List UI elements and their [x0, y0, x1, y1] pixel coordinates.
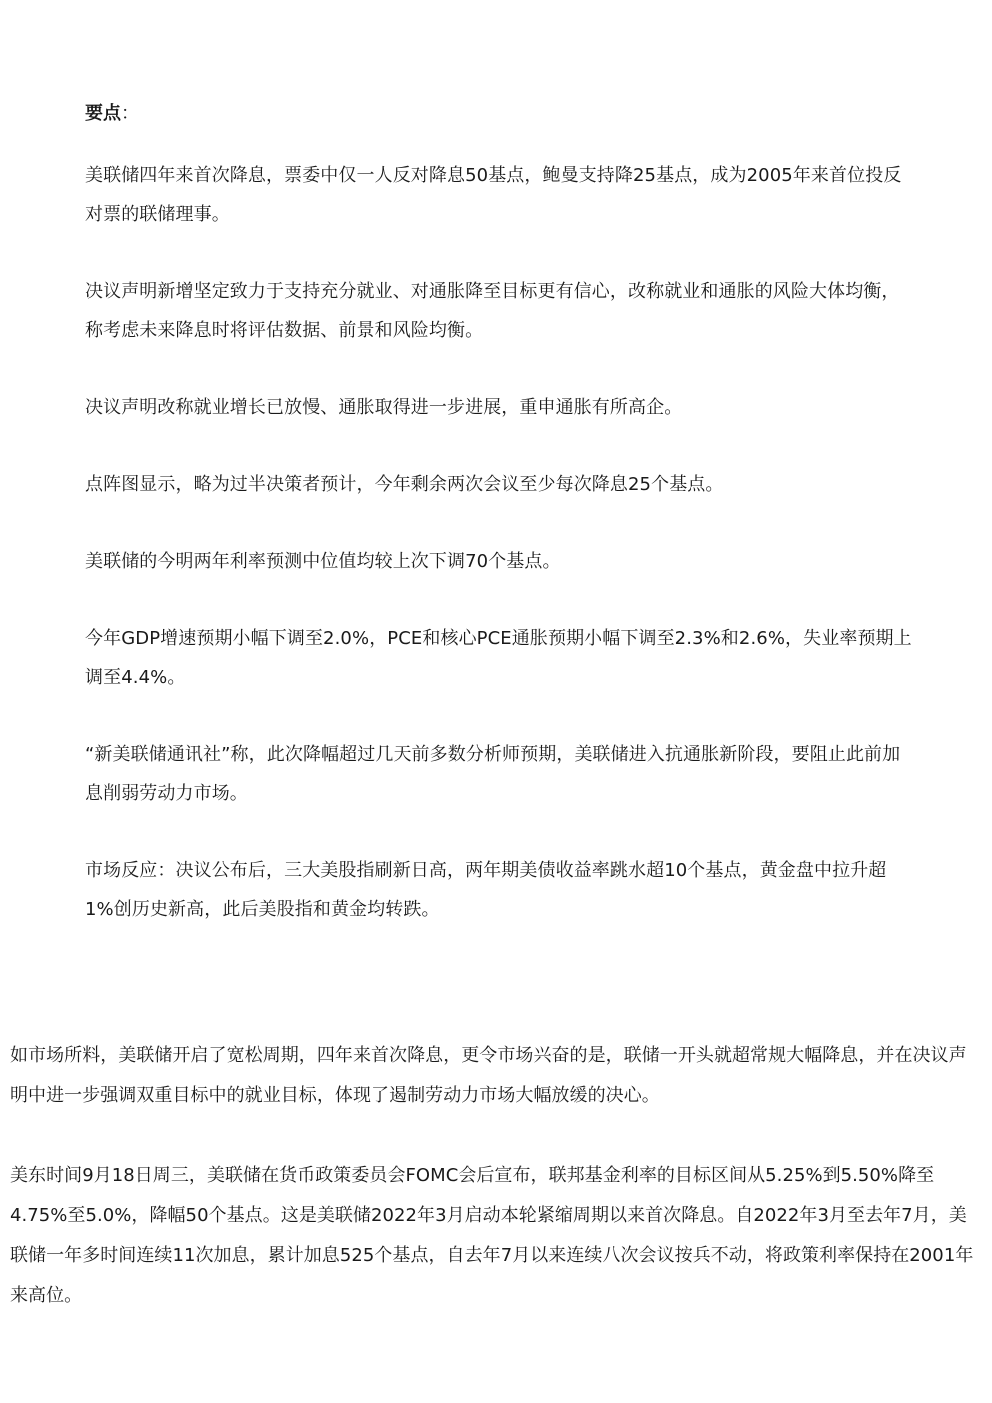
key-point-2: 决议声明新增坚定致力于支持充分就业、对通胀降至目标更有信心，改称就业和通胀的风险大体均衡，称考虑未来降息时将评估数据、前景和风险均衡。: [85, 281, 900, 341]
key-point-4: 点阵图显示，略为过半决策者预计，今年剩余两次会议至少每次降息25个基点。: [85, 474, 724, 495]
key-points-section: [85, 96, 915, 967]
key-points-colon: ：: [121, 103, 139, 124]
key-points-heading: [85, 96, 915, 132]
key-points-title: 要点: [85, 103, 121, 124]
key-point-1: 美联储四年来首次降息，票委中仅一人反对降息50基点，鲍曼支持降25基点，成为2005年来首位投反对票的联储理事。: [85, 165, 902, 225]
key-point-5: 美联储的今明两年利率预测中位值均较上次下调70个基点。: [85, 551, 561, 572]
key-point-6: 今年GDP增速预期小幅下调至2.0%，PCE和核心PCE通胀预期小幅下调至2.3%和2.6%，失业率预期上调至4.4%。: [85, 628, 912, 688]
key-point-3: 决议声明改称就业增长已放慢、通胀取得进一步进展，重申通胀有所高企。: [85, 397, 683, 418]
article-paragraph-2: 美东时间9月18日周三，美联储在货币政策委员会FOMC会后宣布，联邦基金利率的目标区间从5.25%到5.50%降至4.75%至5.0%，降幅50个基点。这是美联储2022年3月启动本轮紧缩周期以来首次降息。自2022年3月至去年7月，美联储一年多时间连续11次加息，累计加息525个基点，自去年7月以来连续八次会议按兵不动，将政策利率保持在2001年来高位。: [10, 1165, 974, 1306]
article-paragraph-1: 如市场所料，美联储开启了宽松周期，四年来首次降息，更令市场兴奋的是，联储一开头就超常规大幅降息，并在决议声明中进一步强调双重目标中的就业目标，体现了遏制劳动力市场大幅放缓的决心。: [10, 1045, 967, 1106]
article-body: [10, 1036, 982, 1356]
key-point-7: “新美联储通讯社”称，此次降幅超过几天前多数分析师预期，美联储进入抗通胀新阶段，要阻止此前加息削弱劳动力市场。: [85, 744, 901, 804]
key-point-8: 市场反应：决议公布后，三大美股指刷新日高，两年期美债收益率跳水超10个基点，黄金盘中拉升超1%创历史新高，此后美股指和黄金均转跌。: [85, 860, 887, 920]
